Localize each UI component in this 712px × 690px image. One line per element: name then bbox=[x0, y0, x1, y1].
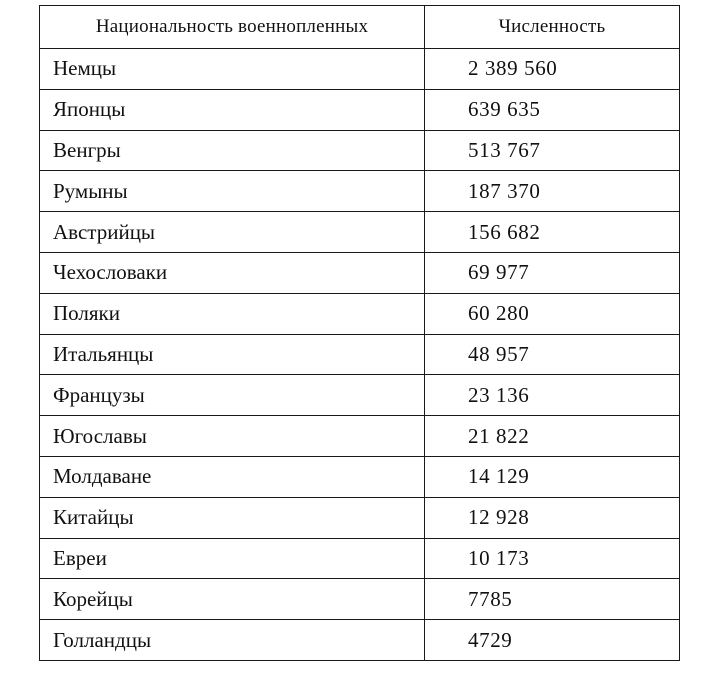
header-count: Численность bbox=[425, 6, 680, 49]
table-row bbox=[40, 171, 680, 212]
nationality-cell: Китайцы bbox=[40, 497, 425, 538]
nationality-cell: Голландцы bbox=[40, 620, 425, 661]
nationality-cell: Итальянцы bbox=[40, 334, 425, 375]
nationality-cell: Японцы bbox=[40, 89, 425, 130]
nationality-cell: Молдаване bbox=[40, 456, 425, 497]
nationality-cell: Немцы bbox=[40, 49, 425, 90]
count-cell: 48 957 bbox=[425, 334, 680, 375]
table-row bbox=[40, 416, 680, 457]
nationality-cell: Евреи bbox=[40, 538, 425, 579]
count-cell: 2 389 560 bbox=[425, 49, 680, 90]
nationality-cell: Австрийцы bbox=[40, 212, 425, 253]
pow-nationality-table bbox=[39, 5, 680, 661]
count-cell: 69 977 bbox=[425, 252, 680, 293]
table-row bbox=[40, 252, 680, 293]
count-cell: 4729 bbox=[425, 620, 680, 661]
table-header-row bbox=[40, 6, 680, 49]
pow-table-container bbox=[39, 5, 679, 661]
nationality-cell: Югославы bbox=[40, 416, 425, 457]
count-cell: 12 928 bbox=[425, 497, 680, 538]
count-cell: 21 822 bbox=[425, 416, 680, 457]
table-row bbox=[40, 375, 680, 416]
nationality-cell: Поляки bbox=[40, 293, 425, 334]
nationality-cell: Французы bbox=[40, 375, 425, 416]
table-row bbox=[40, 538, 680, 579]
count-cell: 639 635 bbox=[425, 89, 680, 130]
count-cell: 14 129 bbox=[425, 456, 680, 497]
table-row bbox=[40, 497, 680, 538]
table-row bbox=[40, 130, 680, 171]
count-cell: 60 280 bbox=[425, 293, 680, 334]
table-row bbox=[40, 89, 680, 130]
table-row bbox=[40, 334, 680, 375]
count-cell: 513 767 bbox=[425, 130, 680, 171]
table-row bbox=[40, 212, 680, 253]
count-cell: 156 682 bbox=[425, 212, 680, 253]
nationality-cell: Корейцы bbox=[40, 579, 425, 620]
nationality-cell: Чехословаки bbox=[40, 252, 425, 293]
nationality-cell: Румыны bbox=[40, 171, 425, 212]
table-row bbox=[40, 49, 680, 90]
count-cell: 187 370 bbox=[425, 171, 680, 212]
header-nationality: Национальность военнопленных bbox=[40, 6, 425, 49]
nationality-cell: Венгры bbox=[40, 130, 425, 171]
table-row bbox=[40, 456, 680, 497]
table-row bbox=[40, 620, 680, 661]
table-row bbox=[40, 579, 680, 620]
count-cell: 7785 bbox=[425, 579, 680, 620]
count-cell: 23 136 bbox=[425, 375, 680, 416]
count-cell: 10 173 bbox=[425, 538, 680, 579]
table-row bbox=[40, 293, 680, 334]
